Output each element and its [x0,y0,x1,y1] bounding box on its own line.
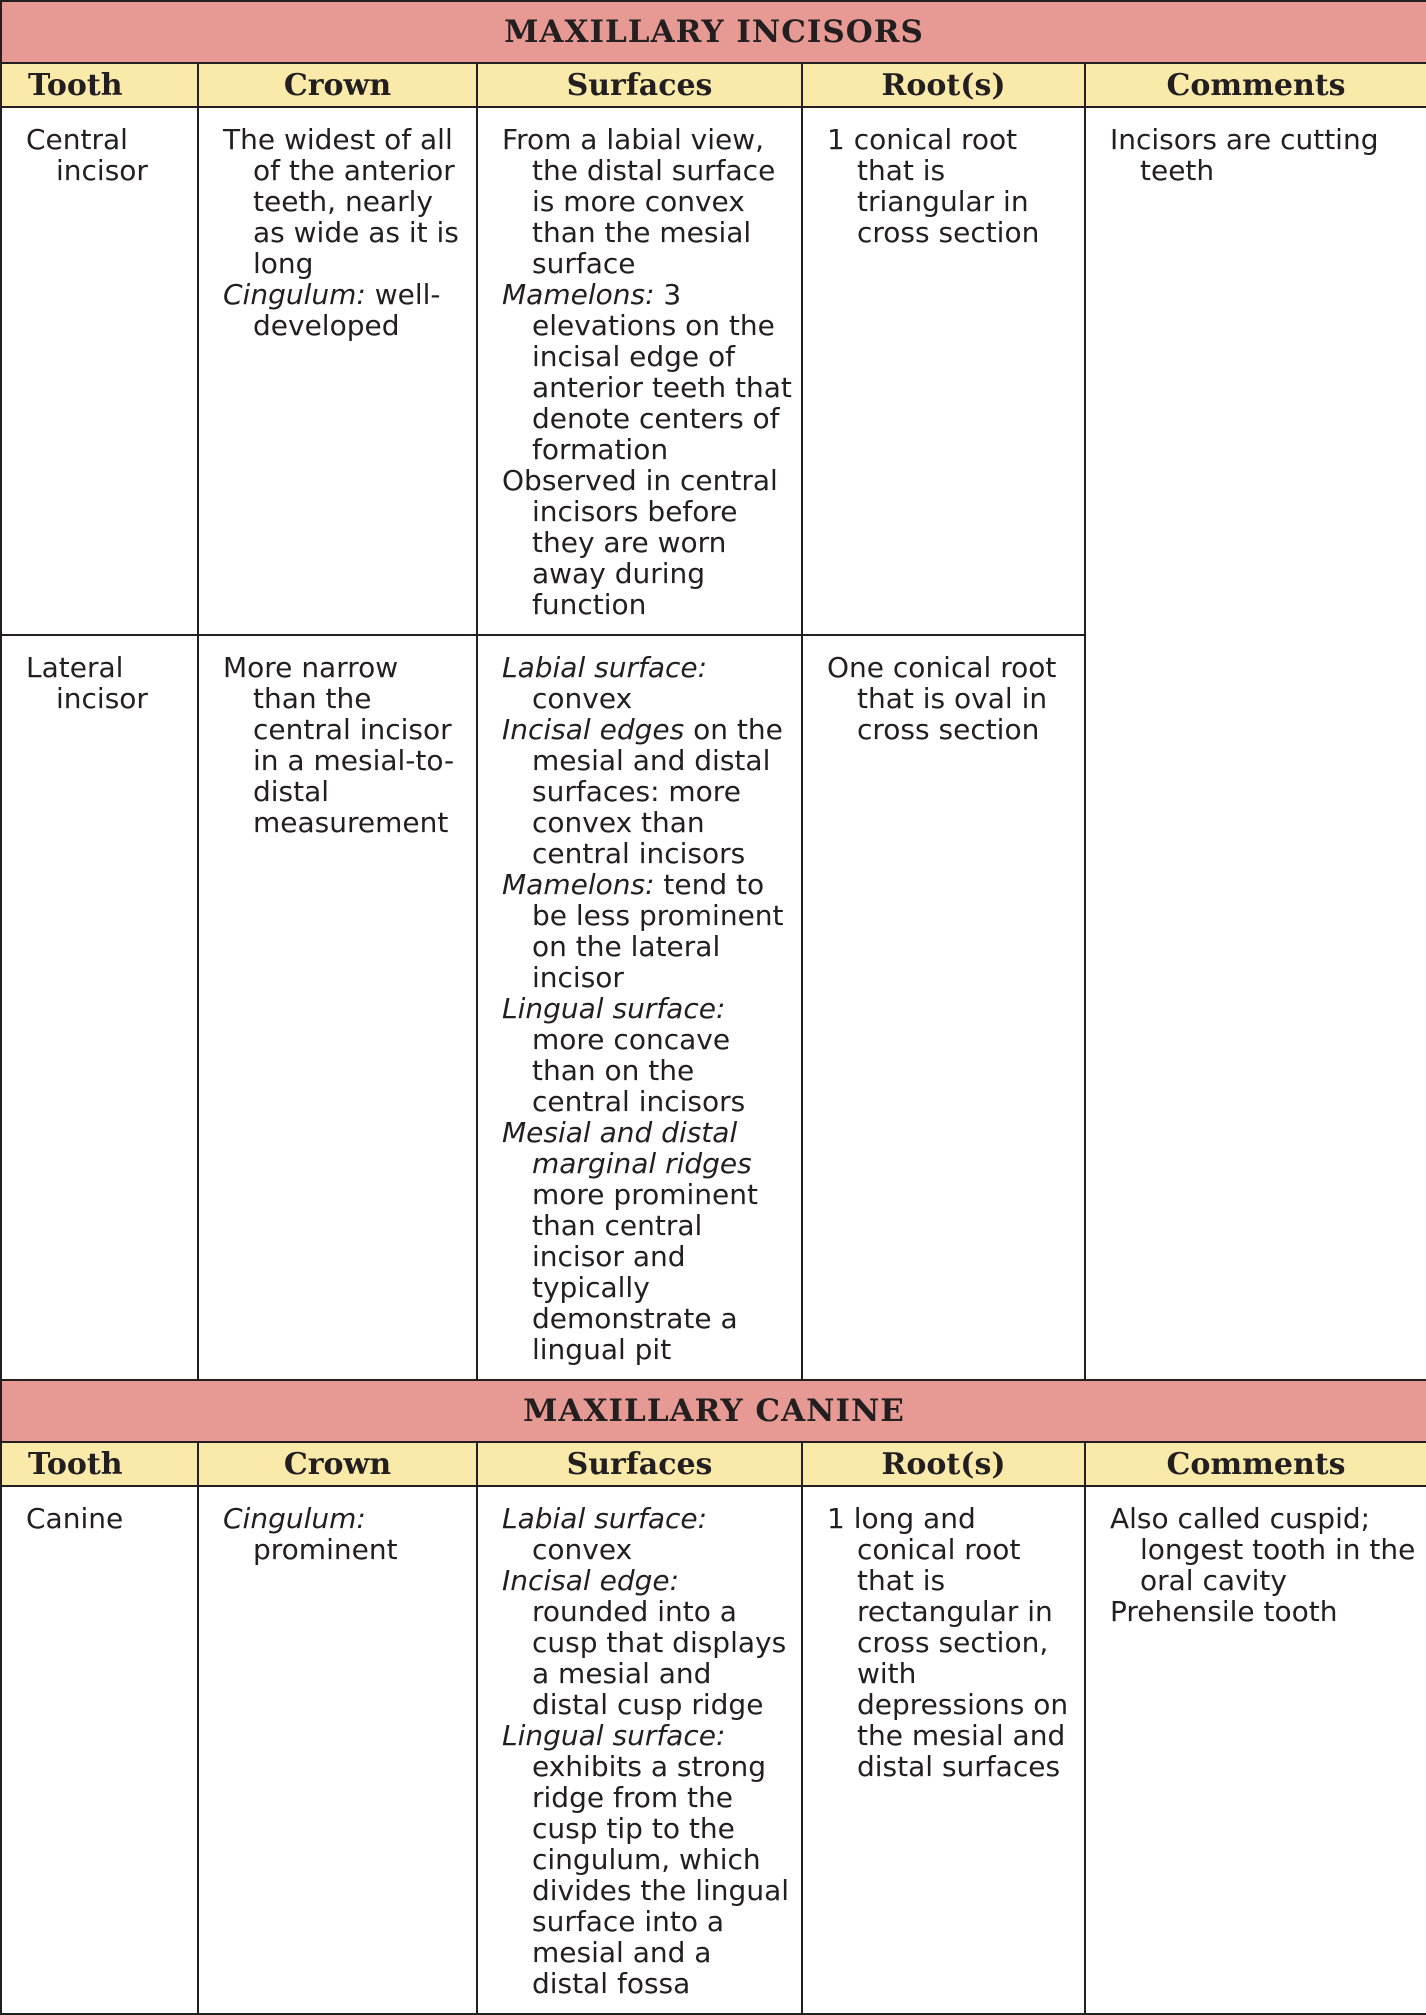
column-header-row [1,1442,1426,1486]
crown-cell [198,107,477,635]
crown-entry: Cingulum: well-developed [223,278,441,342]
crown-cell [198,635,477,1380]
comments-entry: Also called cuspid; longest tooth in the oral cavity [1110,1502,1416,1597]
tooth-name: Lateral incisor [26,651,148,715]
surface-entry: Mesial and distal marginal ridges more prominent than central incisor and typically demonstrate a lingual pit [502,1116,758,1366]
roots-cell [802,107,1085,635]
crown-cell [198,1486,477,2014]
column-header-roots: Root(s) [802,63,1085,107]
surfaces-cell [477,635,802,1380]
surface-entry: Labial surface: convex [502,1502,708,1566]
roots-entry: 1 conical root that is triangular in cross section [827,123,1040,249]
column-header-row [1,63,1426,107]
tooth-name-cell [1,635,198,1380]
surfaces-cell [477,107,802,635]
column-header-surfaces: Surfaces [477,63,802,107]
roots-entry: One conical root that is oval in cross section [827,651,1057,746]
section-title-row [1,1380,1426,1442]
section-title-row [1,1,1426,63]
surface-entry: Mamelons: 3 elevations on the incisal edge of anterior teeth that denote centers of formation [502,278,792,466]
crown-entry: The widest of all of the anterior teeth, nearly as wide as it is long [223,123,459,280]
column-header-crown: Crown [198,1442,477,1486]
section-title: MAXILLARY CANINE [1,1380,1426,1442]
surface-entry: Lingual surface: exhibits a strong ridge from the cusp tip to the cingulum, which divides the lingual surface into a mesial and a distal fossa [502,1719,790,2000]
surfaces-cell [477,1486,802,2014]
tooth-name-cell [1,107,198,635]
column-header-comments: Comments [1085,1442,1426,1486]
column-header-crown: Crown [198,63,477,107]
tooth-name-cell [1,1486,198,2014]
section-title: MAXILLARY INCISORS [1,1,1426,63]
crown-entry: Cingulum: prominent [223,1502,398,1566]
surface-entry: Incisal edges on the mesial and distal surfaces: more convex than central incisors [502,713,783,870]
surface-entry: Observed in central incisors before they are worn away during function [502,464,778,621]
surface-entry: Mamelons: tend to be less prominent on the lateral incisor [502,868,784,994]
comments-cell [1085,1486,1426,2014]
column-header-tooth: Tooth [1,1442,198,1486]
table-row [1,1486,1426,2014]
tooth-name: Canine [26,1502,124,1535]
comments-entry: Incisors are cutting teeth [1110,123,1379,187]
comments-cell [1085,107,1426,1380]
column-header-roots: Root(s) [802,1442,1085,1486]
roots-cell [802,1486,1085,2014]
surface-entry: From a labial view, the distal surface is more convex than the mesial surface [502,123,776,280]
tooth-name: Central incisor [26,123,148,187]
column-header-tooth: Tooth [1,63,198,107]
surface-entry: Lingual surface: more concave than on the central incisors [502,992,746,1118]
table-row [1,107,1426,635]
column-header-comments: Comments [1085,63,1426,107]
column-header-surfaces: Surfaces [477,1442,802,1486]
crown-entry: More narrow than the central incisor in a mesial-to-distal measurement [223,651,455,839]
surface-entry: Incisal edge: rounded into a cusp that displays a mesial and distal cusp ridge [502,1564,787,1721]
roots-entry: 1 long and conical root that is rectangular in cross section, with depressions on the mesial and distal surfaces [827,1502,1069,1783]
roots-cell [802,635,1085,1380]
surface-entry: Labial surface: convex [502,651,708,715]
comments-entry: Prehensile tooth [1110,1595,1338,1628]
